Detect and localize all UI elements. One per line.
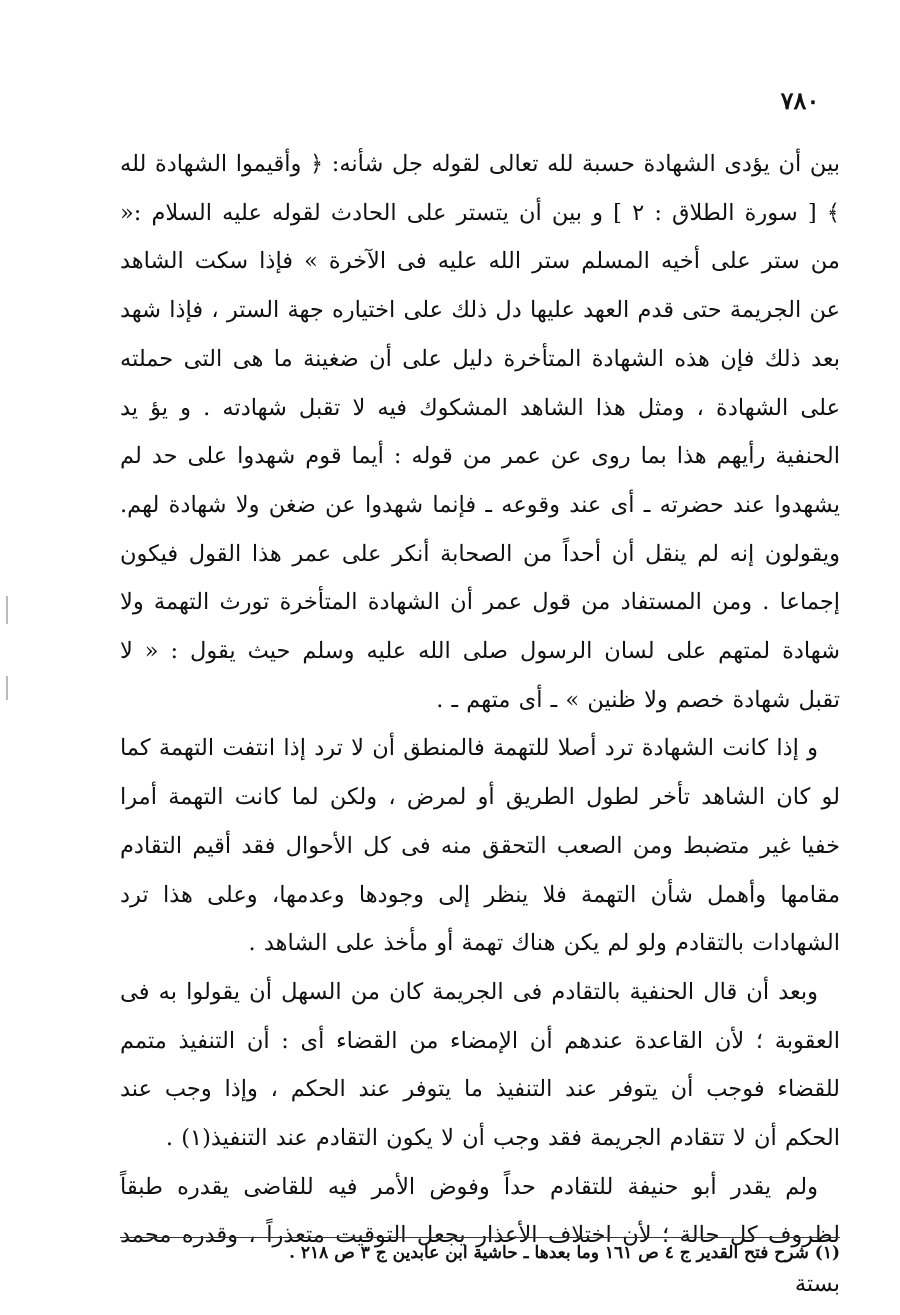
paragraph-2: و إذا كانت الشهادة ترد أصلا للتهمة فالمنطق أن لا ترد إذا انتفت التهمة كما لو كان الشاهد تأخر لطول الطريق أو لمرض ، ولكن لما كانت التهمة أمرا خفيا غير متضبط ومن الصعب التحقق منه فى كل الأحوال فقد أقيم التقادم مقامها وأهمل شأن التهمة فلا ينظر إلى وجودها وعدمها، وعلى هذا ترد الشهادات بالتقادم ولو لم يكن هناك تهمة أو مأخذ على الشاهد . (120, 735, 840, 957)
footnote: (١) شرح فتح القدير ج ٤ ص ١٦١ وما بعدها ـ حاشية ابن عابدين ج ٣ ص ٢١٨ . (289, 1243, 840, 1263)
scan-margin-mark (6, 596, 8, 624)
page-number: ٧٨٠ (780, 86, 820, 115)
paragraph-1: بين أن يؤدى الشهادة حسبة لله تعالى لقوله جل شأنه: ﴿ وأقيموا الشهادة لله ﴾ [ سورة الطلاق : ٢ ] و بين أن يتستر على الحادث لقوله عليه السلام :« من ستر على أخيه المسلم ستر الله عليه فى الآخرة » فإذا سكت الشاهد عن الجريمة حتى قدم العهد عليها دل ذلك على اختياره جهة الستر ، فإذا شهد بعد ذلك فإن هذه الشهادة المتأخرة دليل على أن ضغينة ما هى التى حملته على الشهادة ، ومثل هذا الشاهد المشكوك فيه لا تقبل شهادته . و يؤ يد الحنفية رأيهم هذا بما روى عن عمر من قوله : أيما قوم شهدوا على حد لم يشهدوا عند حضرته ـ أى عند وقوعه ـ فإنما شهدوا عن ضغن ولا شهادة لهم. ويقولون إنه لم ينقل أن أحداً من الصحابة أنكر على عمر هذا القول فيكون إجماعا . ومن المستفاد من قول عمر أن الشهادة المتأخرة تورث التهمة ولا شهادة لمتهم على لسان الرسول صلى الله عليه وسلم حيث يقول : « لا تقبل شهادة خصم ولا ظنين » ـ أى متهم ـ . (120, 151, 840, 713)
paragraph-3: وبعد أن قال الحنفية بالتقادم فى الجريمة كان من السهل أن يقولوا به فى العقوبة ؛ لأن القاعدة عندهم أن الإمضاء من القضاء أى : أن التنفيذ متمم للقضاء فوجب أن يتوفر عند التنفيذ ما يتوفر عند الحكم ، وإذا وجب عند الحكم أن لا تتقادم الجريمة فقد وجب أن لا يكون التقادم عند التنفيذ(١) . (120, 978, 840, 1152)
paragraph-4: ولم يقدر أبو حنيفة للتقادم حداً وفوض الأمر فيه للقاضى يقدره طبقاً لظروف كل حالة ؛ لأن اختلاف الأعذار يجعل التوقيت متعذراً ، وقدره محمد بستة (120, 1173, 840, 1298)
scan-margin-mark (6, 676, 8, 700)
main-text (120, 140, 840, 1309)
